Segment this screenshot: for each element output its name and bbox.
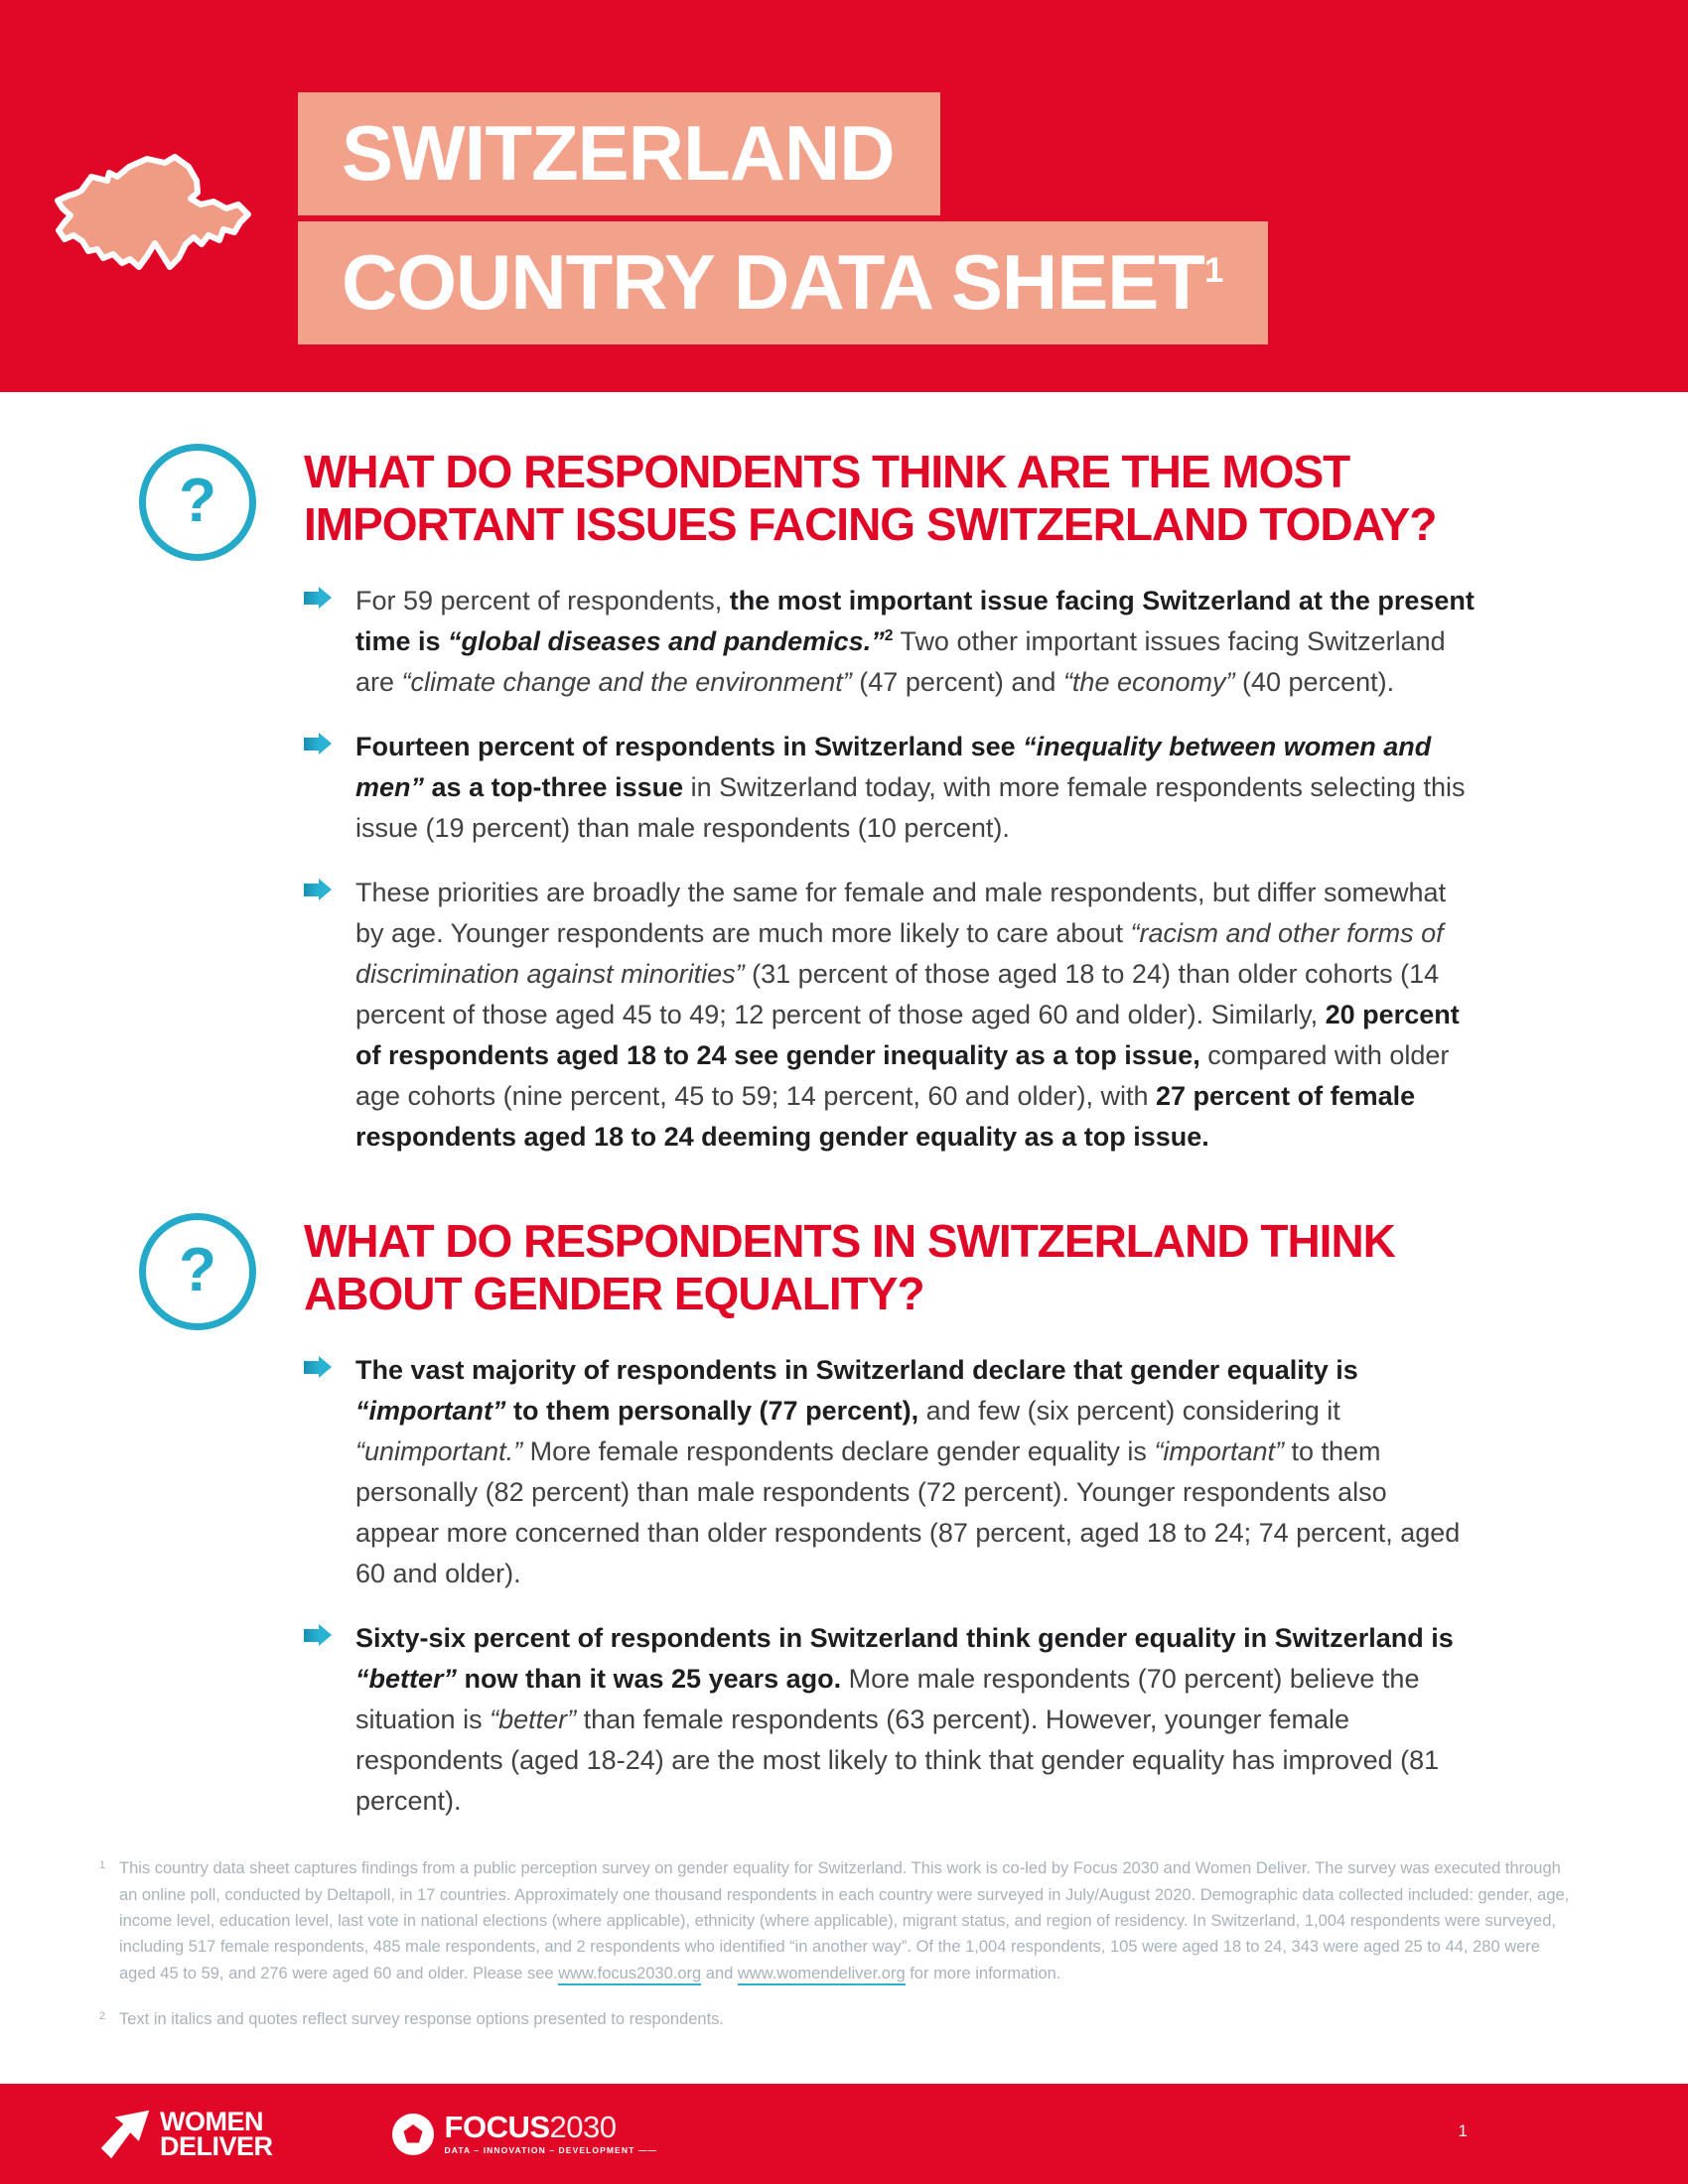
- footnote-marker: 1: [99, 1859, 106, 1872]
- list-item: [304, 581, 1519, 703]
- bullet-list: [304, 1350, 1519, 1822]
- arrow-bullet-icon: [304, 873, 334, 1158]
- arrow-bullet-icon: [304, 727, 334, 849]
- title-line1: [298, 92, 940, 215]
- bullet-paragraph: These priorities are broadly the same for female and male respondents, but differ somewhat by age. Younger respondents are much more likely to care about “racism and other forms of discrimination against minorities” (31 percent of those aged 18 to 24) than older cohorts (14 percent of those aged 45 to 49; 12 percent of those aged 60 and older). Similarly, 20 percent of respondents aged 18 to 24 see gender inequality as a top issue, compared with older age cohorts (nine percent, 45 to 59; 14 percent, 60 and older), with 27 percent of female respondents aged 18 to 24 deeming gender equality as a top issue.: [355, 877, 1460, 1153]
- footnote-link[interactable]: www.focus2030.org: [558, 1965, 701, 1985]
- footnote-marker: 2: [99, 2010, 106, 2023]
- footnote-1: [99, 1855, 1579, 1986]
- title-line2: [298, 221, 1268, 344]
- women-deliver-line2: DELIVER: [160, 2130, 273, 2161]
- document-title: [298, 92, 1268, 344]
- women-deliver-line1: WOMEN: [160, 2106, 263, 2136]
- page-number: 1: [1458, 2121, 1468, 2140]
- focus2030-target-icon: [390, 2112, 436, 2157]
- question-mark-icon: [139, 1213, 256, 1330]
- question-mark-icon: [139, 444, 256, 561]
- footnote-text: This country data sheet captures findings from a public perception survey on gender equality for Switzerland. This work is co-led by Focus 2030 and Women Deliver. The survey was executed through an online poll, conducted by Deltapoll, in 17 countries. Approximately one thousand respondents in each country were surveyed in July/August 2020. Demographic data collected included: gender, age, income level, education level, last vote in national elections (where applicable), ethnicity (where applicable), migrant status, and region of residency. In Switzerland, 1,004 respondents were surveyed, including 517 female respondents, 485 male respondents, and 2 respondents who identified “in another way”. Of the 1,004 respondents, 105 were aged 18 to 24, 343 were aged 25 to 44, 280 were aged 45 to 59, and 276 were aged 60 and older. Please see www.focus2030.org and www.womendeliver.org for more information.: [119, 1855, 1579, 1986]
- title-footnote-marker: 1: [1203, 251, 1223, 290]
- footnote-2: [99, 2006, 1579, 2032]
- question-mark-glyph: ?: [179, 1235, 216, 1304]
- footnote-text: Text in italics and quotes reflect survey response options presented to respondents.: [119, 2010, 725, 2029]
- masthead: [0, 0, 1688, 392]
- section-important-issues: [139, 444, 1519, 1158]
- focus2030-tagline: DATA – INNOVATION – DEVELOPMENT ——: [444, 2144, 658, 2155]
- arrow-bullet-icon: [304, 581, 334, 703]
- bullet-list: [304, 581, 1519, 1158]
- title-line2-text: COUNTRY DATA SHEET: [342, 238, 1204, 326]
- focus2030-name: FOCUS: [444, 2110, 550, 2145]
- women-deliver-arrow-icon: [99, 2109, 151, 2160]
- section-heading: WHAT DO RESPONDENTS THINK ARE THE MOST IMPORTANT ISSUES FACING SWITZERLAND TODAY?: [304, 446, 1437, 550]
- arrow-bullet-icon: [304, 1618, 334, 1822]
- women-deliver-wordmark: [160, 2106, 273, 2161]
- bullet-paragraph: The vast majority of respondents in Switzerland declare that gender equality is “important” to them personally (77 percent), and few (six percent) considering it “unimportant.” More female respondents declare gender equality is “important” to them personally (82 percent) than male respondents (72 percent). Younger respondents also appear more concerned than older respondents (87 percent, aged 18 to 24; 74 percent, aged 60 and older).: [355, 1354, 1461, 1589]
- content: [0, 444, 1688, 1822]
- switzerland-map-icon: [52, 147, 260, 301]
- list-item: [304, 1350, 1519, 1594]
- focus2030-wordmark: [444, 2110, 658, 2155]
- focus2030-logo: [390, 2112, 658, 2157]
- bullet-paragraph: Sixty-six percent of respondents in Switzerland think gender equality in Switzerland is “better” now than it was 25 years ago. More male respondents (70 percent) believe the situation is “better” than female respondents (63 percent). However, younger female respondents (aged 18-24) are the most likely to think that gender equality has improved (81 percent).: [355, 1623, 1454, 1817]
- arrow-bullet-icon: [304, 1350, 334, 1594]
- women-deliver-logo: [99, 2106, 273, 2161]
- list-item: [304, 1618, 1519, 1822]
- section-heading: WHAT DO RESPONDENTS IN SWITZERLAND THINK ABOUT GENDER EQUALITY?: [304, 1215, 1395, 1320]
- bullet-paragraph: For 59 percent of respondents, the most important issue facing Switzerland at the present time is “global diseases and pandemics.”$^2$ Two other important issues facing Switzerland are “climate change and the environment” (47 percent) and “the economy” (40 percent).: [355, 585, 1475, 697]
- list-item: [304, 873, 1519, 1158]
- focus2030-year: 2030: [549, 2110, 617, 2145]
- footnote-link[interactable]: www.womendeliver.org: [738, 1965, 906, 1985]
- bullet-paragraph: Fourteen percent of respondents in Switzerland see “inequality between women and men” as a top-three issue in Switzerland today, with more female respondents selecting this issue (19 percent) than male respondents (10 percent).: [355, 731, 1466, 843]
- title-line1-text: SWITZERLAND: [342, 109, 895, 197]
- section-gender-equality: [139, 1213, 1519, 1822]
- list-item: [304, 727, 1519, 849]
- question-mark-glyph: ?: [179, 466, 216, 535]
- footer-bar: [0, 2084, 1688, 2184]
- footnotes: [99, 1855, 1579, 2032]
